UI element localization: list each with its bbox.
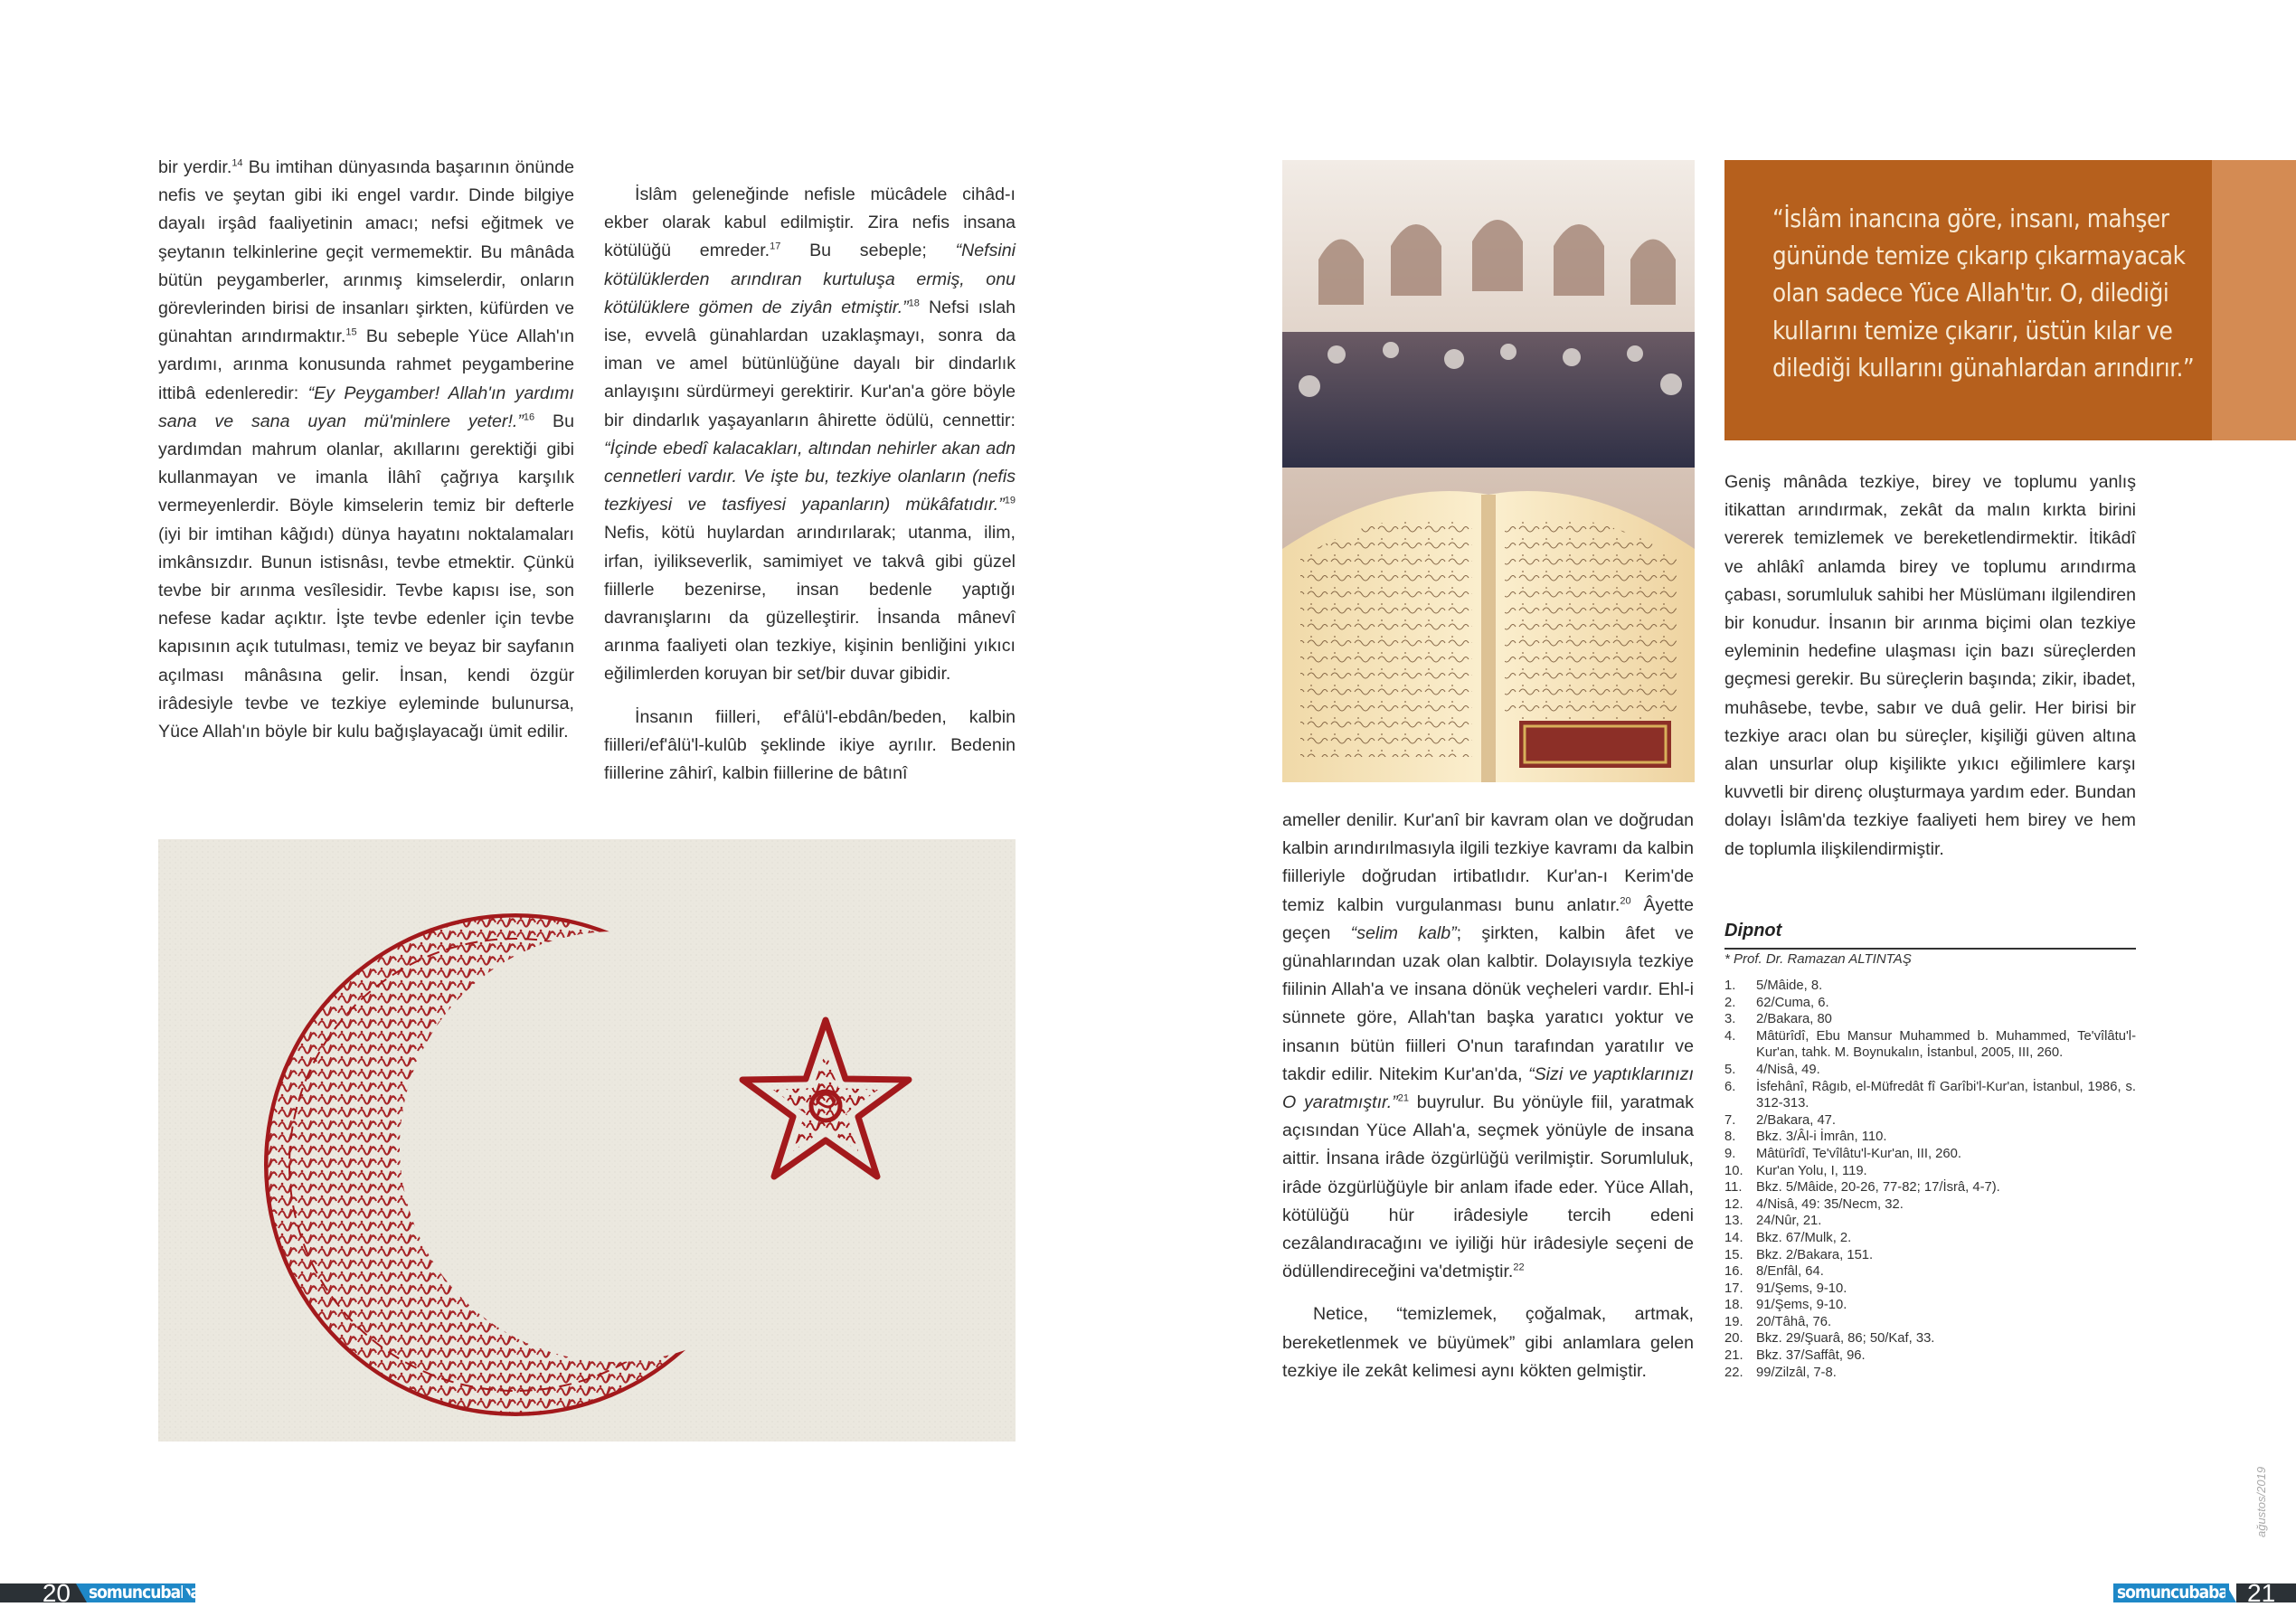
footnote-number: 19. [1724, 1314, 1743, 1329]
footnote-item [1724, 1062, 2136, 1079]
brand-logo-right: somuncubaba [2113, 1583, 2229, 1602]
footnote-item [1724, 1179, 2136, 1196]
footnote-ref: 17 [770, 241, 781, 252]
footnote-item [1724, 1213, 2136, 1230]
right-column-2 [1724, 468, 2136, 864]
footnote-ref: 20 [1620, 895, 1631, 907]
brand-logo-left: somuncubaba [76, 1583, 195, 1602]
footnote-text: 62/Cuma, 6. [1756, 995, 1829, 1010]
paragraph: Geniş mânâda tezkiye, birey ve toplumu yanlış itikattan arındırmak, zekât da malın kırkta birini vererek temizlemek ve bereketlendirmektir. İtikâdî ve ahlâkî anlamda birey ve toplumu arındırma çabası, sorumluluk sahibi her Müslümanı ilgilendiren bir konudur. İnsanın bir arınma biçimi olan tezkiye eyleminin hedefine ulaşması için bazı süreçlerden geçmesi gerekir. Bu süreçlerin başında; zikir, ibadet, muhâsebe, tevbe, sabır ve duâ gelir. Her birisi bir tezkiye aracı olan bu süreçler, kişiliği güven altına alan unsurlar olup kişilikte yıkıcı eğilimlere karşı kuvvetli bir direnç oluşturmaya yardım eder. Bundan dolayı İslâm'da tezkiye faaliyeti hem birey ve hem de toplumla ilişkilendirmiştir. [1724, 472, 2136, 859]
left-column-2 [604, 181, 1016, 788]
footnote-item [1724, 1230, 2136, 1247]
footnote-text: 8/Enfâl, 64. [1756, 1264, 1824, 1280]
footnote-number: 17. [1724, 1281, 1743, 1296]
footnote-item [1724, 1112, 2136, 1130]
issue-date-label: ağustos/2019 [2254, 1466, 2268, 1537]
footnote-text: 4/Nisâ, 49. [1756, 1062, 1820, 1077]
footnote-item [1724, 1011, 2136, 1028]
footnote-item [1724, 1330, 2136, 1347]
footnote-number: 10. [1724, 1163, 1743, 1178]
footnote-ref: 15 [345, 326, 357, 338]
footnote-number: 16. [1724, 1264, 1743, 1280]
footnote-text: Bkz. 3/Âl-i İmrân, 110. [1756, 1130, 1887, 1145]
brand-divider-left [76, 1583, 87, 1602]
footnote-item [1724, 1297, 2136, 1314]
footnote-text: Mâtürîdî, Te'vîlâtu'l-Kur'an, III, 260. [1756, 1146, 1961, 1161]
footnote-number: 15. [1724, 1247, 1743, 1262]
paragraph: ameller denilir. Kur'anî bir kavram olan ve doğrudan kalbin arındırılmasıyla ilgili tezkiye kavramı da kalbin fiilleriyle doğrudan irtibatlıdır. Kur'an-ı Kerim'de temiz kalbin vurgulanması bunu anlatır.$^{20}$ Âyette geçen “selim kalb”; şirkten, kalbin âfet ve günahlarından uzak olan kalbtir. Dolayısıyla tezkiye fiilinin Allah'a ve insana dönük veçheleri vardır. Ehl-i sünnete göre, Allah'tan başka yaratıcı yoktur ve insanın bütün fiilleri O'nun tarafından yaratılır ve takdir edilir. Nitekim Kur'an'da, “Sizi ve yaptıklarınızı O yaratmıştır.”$^{21}$ buyrulur. Bu yönüyle fiil, yaratmak açısından Yüce Allah'a, seçmek yönüyle de insana aittir. İnsana irâde özgürlüğü verilmiştir. Sorumluluk, irâde özgürlüğüyle bir anlam ifade eder. Yüce Allah, kötülüğü hür irâdesiyle tercih edeni cezâlandıracağını ve iyiliği hür irâdesiyle seçeni de ödüllendireceğini va'detmiştir.$^{22}$ [1282, 810, 1695, 1282]
left-column-1 [158, 154, 574, 746]
footnote-item [1724, 1247, 2136, 1264]
footnote-item [1724, 1347, 2136, 1365]
footnote-text: İsfehânî, Râgıb, el-Müfredât fî Garîbi'l-Kur'an, İstanbul, 1986, s. 312-313. [1756, 1079, 2136, 1111]
footnote-ref: 14 [231, 157, 243, 169]
footnote-text: Bkz. 5/Mâide, 20-26, 77-82; 17/İsrâ, 4-7). [1756, 1180, 2000, 1196]
footnote-number: 6. [1724, 1079, 1736, 1094]
footnote-text: 91/Şems, 9-10. [1756, 1298, 1847, 1313]
footnote-number: 2. [1724, 995, 1736, 1010]
footnote-ref: 19 [1004, 495, 1016, 506]
footnote-item [1724, 1079, 2136, 1112]
footnote-item [1724, 1263, 2136, 1281]
footnotes-title: Dipnot [1724, 921, 1782, 941]
quote-italic: “Ey Peygamber! Allah'ın yardımı sana ve sana uyan mü'minlere yeter!.” [158, 383, 574, 431]
footnote-number: 5. [1724, 1062, 1736, 1077]
footnote-number: 1. [1724, 978, 1736, 993]
quote-italic: “İçinde ebedî kalacakları, altından nehirler akan adn cennetleri vardır. Ve işte bu, tezkiye olanların (nefis tezkiyesi ve tasfiyesi yapanların) mükâfatıdır.” [604, 438, 1016, 515]
paragraph: bir yerdir.$^{14}$ Bu imtihan dünyasında başarının önünde nefis ve şeytan gibi iki engel vardır. Dinde bilgiye dayalı irşâd faaliyetinin amacı; nefsi eğitmek ve şeytanın telkinlerine geçit vermemektir. Bu mânâda bütün peygamberler, arınmış kimselerdir, onların görevlerinden birisi de insanları şirkten, küfürden ve günahtan arındırmaktır.$^{15}$ Bu sebeple Yüce Allah'ın yardımı, arınma konusunda rahmet peygamberine ittibâ edenleredir: “Ey Peygamber! Allah'ın yardımı sana ve sana uyan mü'minlere yeter!.”$^{16}$ Bu yardımdan mahrum olanlar, akıllarını gerektiği gibi kullanmayan ve imanla İlâhî çağrıya karşılık vermeyenlerdir. Böyle kimselerin temiz bir defterle (iyi bir imtihan kâğıdı) dünya hayatını noktalamaları imkânsızdır. Bunun istisnâsı, tevbe etmektir. Çünkü tevbe bir arınma vesîlesidir. Tevbe kapısı ise, son nefese kadar açıktır. İşte tevbe edenler için tevbe kapısının açık tutulması, temiz ve beyaz bir sayfanın açılması mânâsına gelir. İnsan, kendi özgür irâdesiyle tevbe ve tezkiye eyleminde bulunursa, Yüce Allah'ın böyle bir kulu bağışlayacağı ümit edilir. [158, 157, 574, 742]
page-number-right: 21 [2236, 1583, 2296, 1602]
footnote-number: 18. [1724, 1298, 1743, 1313]
paragraph: Netice, “temizlemek, çoğalmak, artmak, bereketlenmek ve büyümek” gibi anlamlara gelen tezkiye ile zekât kelimesi aynı kökten gelmiştir. [1282, 1304, 1694, 1381]
footnote-text: Bkz. 29/Şuarâ, 86; 50/Kaf, 33. [1756, 1331, 1935, 1347]
footnote-item [1724, 1314, 2136, 1331]
footnote-text: Bkz. 2/Bakara, 151. [1756, 1247, 1874, 1262]
crescent-star-calligraphy-image [158, 839, 1016, 1442]
brand-tail-right [2225, 1583, 2236, 1602]
footnote-item [1724, 1028, 2136, 1062]
footnote-text: 24/Nûr, 21. [1756, 1214, 1822, 1229]
footnote-number: 3. [1724, 1012, 1736, 1027]
pull-quote-text: “İslâm inancına göre, insanı, mahşer gününde temize çıkarıp çıkarmayacak olan sadece Yüce Allah'tır. O, dilediği kullarını temize çıkarır, üstün kılar ve dilediği kullarını günahlardan arındırır.” [1772, 204, 2195, 383]
footnote-text: 99/Zilzâl, 7-8. [1756, 1365, 1837, 1380]
quote-italic: “Sizi ve yaptıklarınızı O yaratmıştır.” [1282, 1063, 1694, 1113]
footnote-text: 4/Nisâ, 49: 35/Necm, 32. [1756, 1196, 1904, 1212]
footnote-text: Kur'an Yolu, I, 119. [1756, 1163, 1867, 1178]
footnote-item [1724, 1281, 2136, 1298]
footnote-number: 22. [1724, 1365, 1743, 1380]
footnote-item [1724, 1129, 2136, 1146]
footnote-item [1724, 1365, 2136, 1382]
footnotes-author: * Prof. Dr. Ramazan ALTINTAŞ [1724, 951, 1912, 967]
footnote-text: 2/Bakara, 47. [1756, 1112, 1837, 1128]
quote-italic: “Nefsini kötülüklerden arındıran kurtuluşa ermiş, onu kötülüklere gömen de ziyân etmiştir.” [604, 241, 1016, 317]
footnote-text: Bkz. 67/Mulk, 2. [1756, 1230, 1852, 1245]
footnote-number: 13. [1724, 1214, 1743, 1229]
right-column-1 [1282, 807, 1694, 1385]
footnote-number: 4. [1724, 1028, 1736, 1044]
footnote-number: 7. [1724, 1112, 1736, 1128]
footnote-text: 5/Mâide, 8. [1756, 978, 1823, 993]
footnote-ref: 16 [523, 411, 535, 423]
footnote-number: 8. [1724, 1130, 1736, 1145]
footnote-number: 20. [1724, 1331, 1743, 1347]
footnote-number: 14. [1724, 1230, 1743, 1245]
footnote-text: Bkz. 37/Saffât, 96. [1756, 1348, 1866, 1364]
footnotes-rule [1724, 948, 2136, 950]
footnote-text: Mâtürîdî, Ebu Mansur Muhammed b. Muhammed, Te'vîlâtu'l-Kur'an, tahk. M. Boynukalın, İstanbul, 2005, III, 260. [1756, 1028, 2136, 1061]
footnote-item [1724, 1163, 2136, 1180]
footnote-text: 20/Tâhâ, 76. [1756, 1314, 1832, 1329]
paragraph: İnsanın fiilleri, ef'âlü'l-ebdân/beden, kalbin fiilleri/ef'âlü'l-kulûb şeklinde ikiye ayrılır. Bedenin fiillerine zâhirî, kalbin fiillerine de bâtınî [604, 706, 1016, 784]
footnote-number: 21. [1724, 1348, 1743, 1364]
brand-tail-left [183, 1583, 194, 1602]
footnote-text: 2/Bakara, 80 [1756, 1012, 1832, 1027]
paragraph: İslâm geleneğinde nefisle mücâdele cihâd-ı ekber olarak kabul edilmiştir. Zira nefis insana kötülüğü emreder.$^{17}$ Bu sebeple; “Nefsini kötülüklerden arındıran kurtuluşa ermiş, onu kötülüklere gömen de ziyân etmiştir.”$^{18}$ Nefsi ıslah ise, evvelâ günahlardan uzaklaşmayı, sonra da iman ve amel bütünlüğüne dayalı bir dindarlık anlayışını sürdürmeyi gerektirir. Kur'an'a göre böyle bir dindarlık yaşayanların âhirette ödülü, cennettir: “İçinde ebedî kalacakları, altından nehirler akan adn cennetleri vardır. Ve işte bu, tezkiye olanların (nefis tezkiyesi ve tasfiyesi yapanların) mükâfatıdır.”$^{19}$ Nefis, kötü huylardan arındırılarak; utanma, ilim, irfan, iyilikseverlik, samimiyet ve takvâ gibi güzel fiillerle bezenirse, insan bedenle yaptığı davranışlarını da güzelleştirir. İnsanda mânevî arınma faaliyeti olan tezkiye, kişinin benliğini yıkıcı eğilimlerden koruyan bir set/bir duvar gibidir. [604, 184, 1016, 685]
page-number-left: 20 [0, 1583, 76, 1602]
footnote-item [1724, 1146, 2136, 1163]
footnote-text: 91/Şems, 9-10. [1756, 1281, 1847, 1296]
footnote-number: 9. [1724, 1146, 1736, 1161]
footnote-item [1724, 978, 2136, 995]
footnote-item [1724, 995, 2136, 1012]
quote-italic: “selim kalb” [1350, 922, 1457, 943]
footnotes-list [1724, 978, 2136, 1381]
footnote-number: 12. [1724, 1196, 1743, 1212]
footnote-ref: 22 [1513, 1262, 1525, 1273]
footnote-number: 11. [1724, 1180, 1743, 1196]
footnote-ref: 18 [908, 298, 920, 309]
footnote-item [1724, 1196, 2136, 1214]
quran-mosque-photo [1282, 160, 1695, 782]
pull-quote-tab [2212, 160, 2296, 440]
footnote-ref: 21 [1397, 1092, 1410, 1104]
